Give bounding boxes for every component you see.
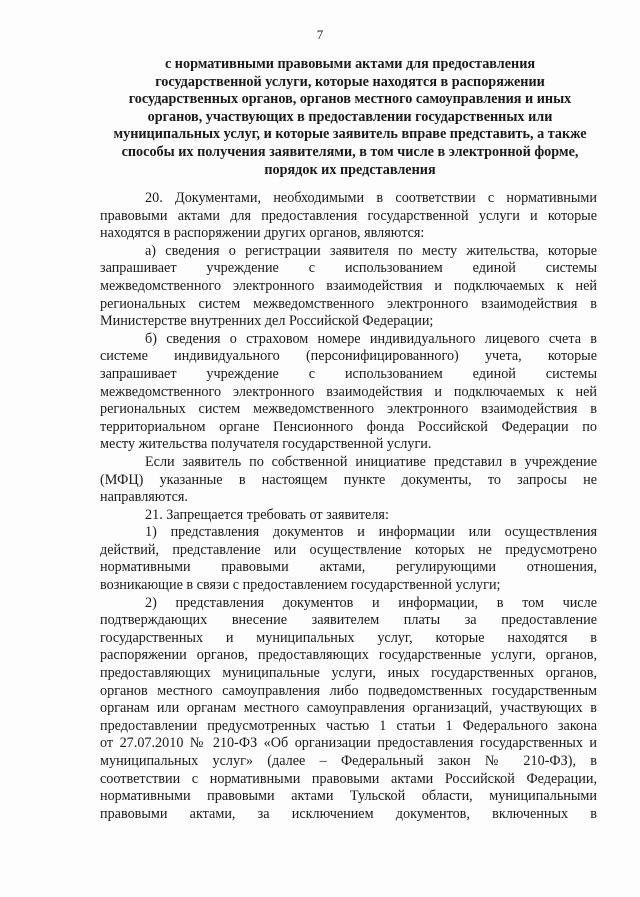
- paragraph: [100, 190, 597, 243]
- text-line: Если заявитель по собственной инициативе представил в учреждение: [145, 453, 597, 470]
- text-line: нормативными правовыми актами Тульской области, муниципальными: [100, 788, 597, 805]
- paragraph: [100, 454, 597, 507]
- text-line: 21. Запрещается требовать от заявителя:: [145, 506, 389, 523]
- text-line: системе индивидуального (персонифицированного) учета, которые: [100, 348, 597, 365]
- text-line: правовыми актами, за исключением документов, включенных в: [100, 805, 597, 822]
- paragraph: [100, 524, 597, 594]
- text-line: предоставляющих муниципальные услуги, иных государственных органов,: [100, 665, 597, 682]
- text-line: территориальном органе Пенсионного фонда Российской Федерации по: [100, 418, 597, 435]
- text-line: запрашивает учреждение с использованием единой системы: [100, 365, 597, 382]
- text-line: государственных и муниципальных услуг, которые находятся в: [100, 629, 597, 646]
- heading-line: с нормативными правовыми актами для предоставления: [164, 56, 536, 72]
- text-line: правовыми актами для предоставления государственной услуги и которые: [100, 207, 597, 224]
- text-line: нормативными правовыми актами, регулирующими отношения,: [100, 559, 597, 576]
- text-line: действий, представление или осуществление которых не предусмотрено: [100, 541, 597, 558]
- text-line: запрашивает учреждение с использованием единой системы: [100, 260, 597, 277]
- heading-line: муниципальных услуг, и которые заявитель вправе представить, а также: [113, 126, 587, 143]
- text-line: находятся в распоряжении других органов, являются:: [100, 225, 425, 242]
- text-line: направляются.: [100, 489, 188, 506]
- heading-line: государственных органов, органов местного самоуправления и иных: [128, 91, 572, 108]
- text-line: 1) представления документов и информации или осуществления: [145, 524, 597, 541]
- text-line: соответствии с нормативными правовыми актами Российской Федерации,: [100, 770, 597, 787]
- heading-line: способы их получения заявителями, в том числе в электронной форме,: [121, 143, 579, 160]
- text-line: (МФЦ) указанные в настоящем пункте документы, то запросы не: [100, 471, 597, 488]
- text-line: возникающие в связи с предоставлением государственной услуги;: [100, 577, 501, 594]
- text-line: б) сведения о страховом номере индивидуального лицевого счета в: [145, 330, 597, 347]
- heading-line: порядок их представления: [264, 161, 436, 178]
- heading-line: государственной услуги, которые находятся в распоряжении: [155, 73, 545, 90]
- paragraph: [100, 507, 597, 525]
- text-line: 20. Документами, необходимыми в соответствии с нормативными: [145, 190, 597, 206]
- text-line: межведомственного электронного взаимодействия и подключаемых к ней: [100, 383, 597, 400]
- text-line: органам или органам местного самоуправления организаций, участвующих в: [100, 700, 597, 717]
- text-line: распоряжении органов, предоставляющих государственные услуги, органов,: [100, 647, 597, 664]
- heading-line: органов, участвующих в предоставлении государственных или: [147, 108, 553, 125]
- section-heading: [100, 56, 600, 179]
- body-text: [100, 190, 597, 823]
- text-line: межведомственного электронного взаимодействия и подключаемых к ней: [100, 277, 597, 294]
- text-line: месту жительства получателя государственной услуги.: [100, 436, 432, 453]
- text-line: региональных систем межведомственного электронного взаимодействия в: [100, 401, 597, 418]
- text-line: подтверждающих внесение заявителем платы за предоставление: [100, 612, 597, 629]
- text-line: предоставлении предусмотренных частью 1 статьи 1 Федерального закона: [100, 717, 597, 734]
- paragraph: [100, 243, 597, 331]
- text-line: а) сведения о регистрации заявителя по месту жительства, которые: [145, 242, 597, 259]
- text-line: Министерстве внутренних дел Российской Федерации;: [100, 313, 434, 330]
- text-line: региональных систем межведомственного электронного взаимодействия в: [100, 295, 597, 312]
- paragraph: [100, 595, 597, 824]
- text-line: от 27.07.2010 № 210-ФЗ «Об организации предоставления государственных и: [100, 735, 597, 752]
- text-line: муниципальных услуг» (далее – Федеральный закон № 210-ФЗ), в: [100, 753, 597, 769]
- paragraph: [100, 331, 597, 454]
- text-line: органов местного самоуправления либо подведомственных государственным: [100, 682, 597, 699]
- page-number: 7: [316, 27, 324, 42]
- text-line: 2) представления документов и информации, в том числе: [145, 594, 597, 611]
